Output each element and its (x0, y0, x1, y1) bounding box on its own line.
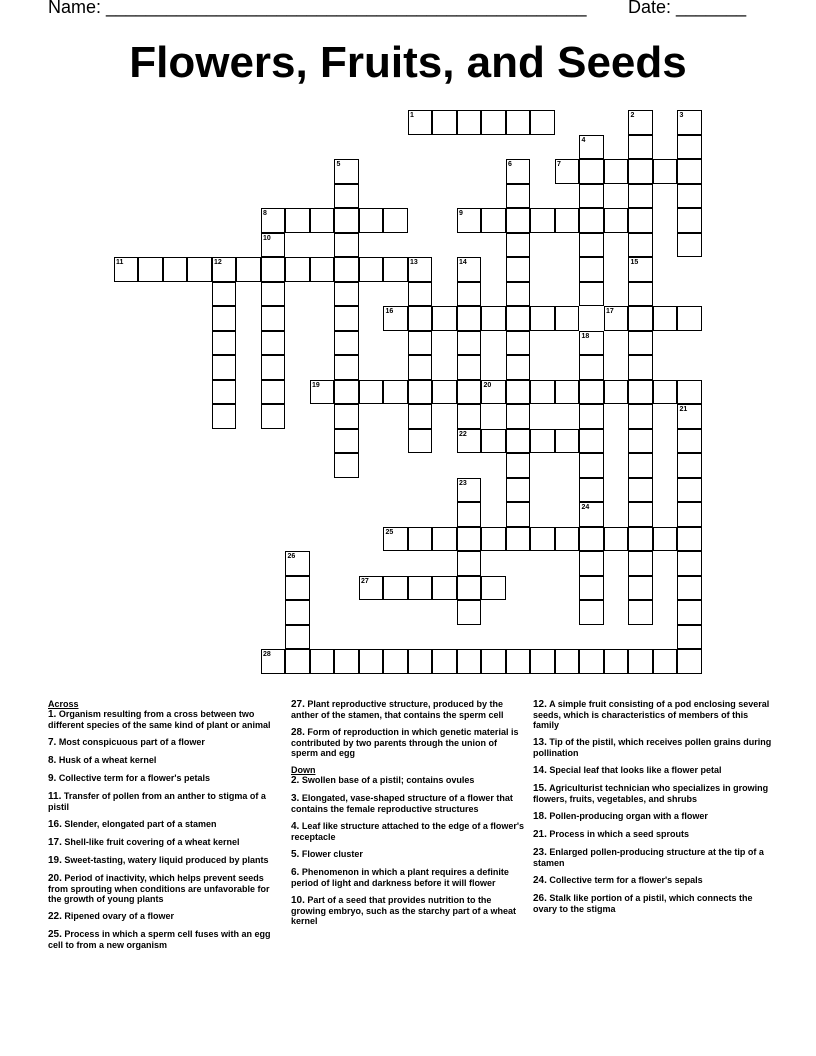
grid-cell[interactable] (359, 380, 384, 405)
grid-cell[interactable] (334, 306, 359, 331)
grid-cell[interactable] (555, 208, 580, 233)
grid-cell[interactable] (261, 380, 286, 405)
grid-cell[interactable] (334, 233, 359, 258)
grid-cell[interactable] (677, 159, 702, 184)
grid-cell[interactable] (408, 404, 433, 429)
grid-cell[interactable] (653, 649, 678, 674)
clue-number: 23 (459, 479, 467, 487)
grid-cell[interactable] (506, 208, 531, 233)
grid-cell[interactable] (653, 306, 678, 331)
clue-number: 22 (459, 430, 467, 438)
clue-down-24: 24. Collective term for a flower's sepals (533, 875, 703, 886)
clue-number: 2 (630, 112, 635, 119)
grid-cell[interactable] (261, 306, 286, 331)
clue-number: 18 (581, 332, 590, 340)
grid-cell[interactable] (677, 380, 702, 405)
grid-cell[interactable] (408, 355, 433, 380)
clue-down-23: 23. Enlarged pollen-producing structure at the tip of a stamen (533, 847, 764, 868)
grid-cell[interactable] (628, 331, 653, 356)
grid-cell[interactable] (628, 478, 653, 503)
clue-across-19: 19. Sweet-tasting, watery liquid produced by plants (48, 855, 269, 866)
grid-cell[interactable] (579, 478, 604, 503)
clue-number: 15 (630, 259, 639, 266)
grid-cell[interactable] (187, 257, 212, 282)
grid-cell[interactable] (628, 233, 653, 258)
clue-number: 1 (410, 112, 414, 119)
clue-number: 25 (385, 528, 394, 536)
clue-across-8: 8. Husk of a wheat kernel (48, 755, 157, 766)
grid-cell[interactable] (506, 453, 531, 478)
clue-across-22: 22. Ripened ovary of a flower (48, 911, 174, 922)
clue-across-9: 9. Collective term for a flower's petals (48, 773, 211, 784)
clue-number: 8 (263, 210, 267, 217)
grid-cell[interactable] (236, 257, 261, 282)
grid-cell[interactable] (383, 576, 408, 601)
grid-cell[interactable] (212, 306, 237, 331)
grid-cell[interactable] (163, 257, 188, 282)
grid-cell[interactable] (334, 355, 359, 380)
clue-number: 10 (263, 234, 271, 242)
clue-number: 26 (287, 553, 296, 560)
grid-cell[interactable] (579, 551, 604, 576)
clue-number: 28 (263, 651, 271, 658)
across-heading: Across (48, 699, 79, 709)
grid-cell[interactable] (408, 649, 433, 674)
grid-cell[interactable] (653, 527, 678, 552)
grid-cell[interactable] (481, 576, 506, 601)
clue-down-4: 4. Leaf like structure attached to the edge of a flower's receptacle (291, 821, 525, 842)
grid-cell[interactable] (383, 257, 408, 282)
clue-column-2 (291, 699, 526, 933)
clue-column-3 (533, 699, 773, 921)
clue-number: 4 (581, 136, 586, 144)
grid-cell[interactable] (506, 478, 531, 503)
grid-cell[interactable] (677, 135, 702, 160)
grid-cell[interactable] (530, 110, 555, 135)
grid-cell[interactable] (628, 502, 653, 527)
clue-down-6: 6. Phenomenon in which a plant requires a definite period of light and darkness before it will flower (291, 867, 509, 888)
grid-cell[interactable] (383, 649, 408, 674)
grid-cell[interactable] (481, 429, 506, 454)
grid-cell[interactable] (628, 355, 653, 380)
clue-down-14: 14. Special leaf that looks like a flower petal (533, 765, 722, 776)
grid-cell[interactable] (506, 355, 531, 380)
grid-cell[interactable] (677, 306, 702, 331)
grid-cell[interactable] (653, 380, 678, 405)
grid-cell[interactable] (383, 380, 408, 405)
grid-cell[interactable] (628, 380, 653, 405)
clue-across-25: 25. Process in which a sperm cell fuses with an egg cell to from a new organism (48, 929, 271, 950)
grid-cell[interactable] (530, 208, 555, 233)
grid-cell[interactable] (530, 527, 555, 552)
grid-cell[interactable] (555, 527, 580, 552)
grid-cell[interactable] (677, 625, 702, 650)
grid-cell[interactable] (677, 502, 702, 527)
grid-cell[interactable] (310, 208, 335, 233)
grid-cell[interactable] (628, 551, 653, 576)
grid-cell[interactable] (408, 306, 433, 331)
grid-cell[interactable] (457, 551, 482, 576)
grid-cell[interactable] (506, 110, 531, 135)
clue-down-26: 26. Stalk like portion of a pistil, which connects the ovary to the stigma (533, 893, 753, 914)
clue-number: 11 (116, 259, 124, 266)
grid-cell[interactable] (285, 576, 310, 601)
grid-cell[interactable] (579, 355, 604, 380)
grid-cell[interactable] (212, 282, 237, 307)
grid-cell[interactable] (310, 257, 335, 282)
down-heading: Down (291, 765, 316, 775)
grid-cell[interactable] (506, 404, 531, 429)
grid-cell[interactable] (677, 453, 702, 478)
grid-cell[interactable] (506, 429, 531, 454)
grid-cell[interactable] (138, 257, 163, 282)
grid-cell[interactable] (212, 380, 237, 405)
clue-down-10: 10. Part of a seed that provides nutrition to the growing embryo, such as the starchy part of a wheat kernel (291, 895, 517, 926)
clue-across-16: 16. Slender, elongated part of a stamen (48, 819, 217, 830)
grid-cell[interactable] (506, 282, 531, 307)
grid-cell[interactable] (506, 527, 531, 552)
grid-cell[interactable] (604, 380, 629, 405)
grid-cell[interactable] (481, 110, 506, 135)
grid-cell[interactable] (334, 184, 359, 209)
clue-down-12: 12. A simple fruit consisting of a pod enclosing several seeds, which is characteristics of members of this family (533, 699, 770, 730)
grid-cell[interactable] (334, 282, 359, 307)
grid-cell[interactable] (579, 649, 604, 674)
clue-number: 14 (459, 259, 467, 266)
grid-cell[interactable] (261, 331, 286, 356)
grid-cell[interactable] (677, 600, 702, 625)
grid-cell[interactable] (212, 404, 237, 429)
grid-cell[interactable] (506, 331, 531, 356)
grid-cell[interactable] (285, 208, 310, 233)
grid-cell[interactable] (334, 331, 359, 356)
grid-cell[interactable] (506, 380, 531, 405)
clue-across-28: 28. Form of reproduction in which genetic material is contributed by two parents through the union of sperm and egg (291, 727, 519, 758)
grid-cell[interactable] (653, 159, 678, 184)
grid-cell[interactable] (457, 502, 482, 527)
grid-cell[interactable] (506, 502, 531, 527)
grid-cell[interactable] (432, 649, 457, 674)
grid-cell[interactable] (579, 600, 604, 625)
grid-cell[interactable] (432, 306, 457, 331)
grid-cell[interactable] (432, 380, 457, 405)
grid-cell[interactable] (334, 380, 359, 405)
grid-cell[interactable] (432, 110, 457, 135)
grid-cell[interactable] (628, 159, 653, 184)
grid-cell[interactable] (285, 257, 310, 282)
grid-cell[interactable] (457, 404, 482, 429)
grid-cell[interactable] (408, 576, 433, 601)
grid-cell[interactable] (530, 429, 555, 454)
grid-cell[interactable] (579, 404, 604, 429)
grid-cell[interactable] (555, 649, 580, 674)
grid-cell[interactable] (383, 208, 408, 233)
grid-cell[interactable] (334, 649, 359, 674)
grid-cell[interactable] (628, 208, 653, 233)
grid-cell[interactable] (432, 576, 457, 601)
grid-cell[interactable] (359, 257, 384, 282)
grid-cell[interactable] (457, 600, 482, 625)
grid-cell[interactable] (506, 184, 531, 209)
grid-cell[interactable] (457, 527, 482, 552)
grid-cell[interactable] (408, 429, 433, 454)
grid-cell[interactable] (555, 429, 580, 454)
grid-cell[interactable] (310, 649, 335, 674)
grid-cell[interactable] (555, 380, 580, 405)
clue-across-17: 17. Shell-like fruit covering of a wheat kernel (48, 837, 240, 848)
grid-cell[interactable] (457, 649, 482, 674)
grid-cell[interactable] (579, 429, 604, 454)
grid-cell[interactable] (457, 576, 482, 601)
grid-cell[interactable] (628, 184, 653, 209)
grid-cell[interactable] (579, 233, 604, 258)
clue-number: 6 (508, 161, 512, 168)
grid-cell[interactable] (261, 257, 286, 282)
grid-cell[interactable] (579, 576, 604, 601)
grid-cell[interactable] (677, 184, 702, 209)
grid-cell[interactable] (628, 306, 653, 331)
grid-cell[interactable] (408, 331, 433, 356)
clue-number: 24 (581, 504, 590, 511)
grid-cell[interactable] (579, 527, 604, 552)
grid-cell[interactable] (628, 429, 653, 454)
clue-number: 3 (679, 112, 684, 119)
grid-cell[interactable] (359, 208, 384, 233)
grid-cell[interactable] (677, 233, 702, 258)
grid-cell[interactable] (628, 649, 653, 674)
grid-cell[interactable] (285, 649, 310, 674)
clue-down-3: 3. Elongated, vase-shaped structure of a flower that contains the female reproductive structures (291, 793, 513, 814)
grid-cell[interactable] (506, 306, 531, 331)
grid-cell[interactable] (334, 208, 359, 233)
clue-number: 19 (312, 381, 320, 389)
clue-across-27: 27. Plant reproductive structure, produced by the anther of the stamen, that contains the sperm cell (291, 699, 504, 720)
clue-number: 12 (214, 259, 222, 266)
name-field[interactable]: Name: ________________________________________________ (48, 0, 587, 17)
grid-cell[interactable] (677, 649, 702, 674)
grid-cell[interactable] (530, 306, 555, 331)
grid-cell[interactable] (604, 527, 629, 552)
grid-cell[interactable] (579, 453, 604, 478)
grid-cell[interactable] (481, 527, 506, 552)
grid-cell[interactable] (334, 429, 359, 454)
grid-cell[interactable] (677, 576, 702, 601)
grid-cell[interactable] (555, 306, 580, 331)
grid-cell[interactable] (677, 429, 702, 454)
clue-across-20: 20. Period of inactivity, which helps prevent seeds from sprouting when conditions are unfavorable for the growth of young plants (48, 873, 270, 904)
grid-cell[interactable] (604, 159, 629, 184)
grid-cell[interactable] (628, 527, 653, 552)
grid-cell[interactable] (530, 649, 555, 674)
grid-cell[interactable] (359, 649, 384, 674)
grid-cell[interactable] (530, 380, 555, 405)
grid-cell[interactable] (481, 649, 506, 674)
grid-cell[interactable] (628, 404, 653, 429)
grid-cell[interactable] (457, 282, 482, 307)
clue-number: 9 (459, 210, 463, 217)
grid-cell[interactable] (261, 282, 286, 307)
clue-number: 7 (557, 161, 561, 168)
grid-cell[interactable] (408, 527, 433, 552)
grid-cell[interactable] (628, 600, 653, 625)
grid-cell[interactable] (579, 208, 604, 233)
clue-down-15: 15. Agriculturist technician who specializes in growing flowers, fruits, vegetables, and shrubs (533, 783, 769, 804)
grid-cell[interactable] (506, 649, 531, 674)
grid-cell[interactable] (628, 576, 653, 601)
grid-cell[interactable] (579, 282, 604, 307)
clue-number: 27 (361, 577, 369, 585)
clue-across-11: 11. Transfer of pollen from an anther to stigma of a pistil (48, 791, 266, 812)
clue-across-1: 1. Organism resulting from a cross between two different species of the same kind of plant or animal (48, 709, 271, 730)
grid-cell[interactable] (285, 600, 310, 625)
grid-cell[interactable] (506, 257, 531, 282)
clue-number: 20 (483, 381, 492, 389)
grid-cell[interactable] (677, 527, 702, 552)
clue-down-13: 13. Tip of the pistil, which receives pollen grains during pollination (533, 737, 772, 758)
grid-cell[interactable] (579, 159, 604, 184)
grid-cell[interactable] (481, 306, 506, 331)
grid-cell[interactable] (628, 453, 653, 478)
clue-column-1 (48, 699, 283, 957)
date-field[interactable]: Date: _______ (628, 0, 747, 17)
grid-cell[interactable] (604, 208, 629, 233)
clue-down-5: 5. Flower cluster (291, 849, 363, 860)
grid-cell[interactable] (457, 380, 482, 405)
grid-cell[interactable] (334, 453, 359, 478)
grid-cell[interactable] (457, 355, 482, 380)
grid-cell[interactable] (579, 184, 604, 209)
page-title: Flowers, Fruits, and Seeds (129, 38, 687, 87)
grid-cell[interactable] (432, 527, 457, 552)
grid-cell[interactable] (677, 478, 702, 503)
clue-number: 16 (385, 308, 394, 315)
grid-cell[interactable] (334, 257, 359, 282)
clue-down-21: 21. Process in which a seed sprouts (533, 829, 689, 840)
grid-cell[interactable] (457, 110, 482, 135)
grid-cell[interactable] (481, 208, 506, 233)
clue-across-7: 7. Most conspicuous part of a flower (48, 737, 205, 748)
grid-cell[interactable] (628, 135, 653, 160)
grid-cell[interactable] (579, 257, 604, 282)
grid-cell[interactable] (604, 649, 629, 674)
clue-number: 17 (606, 308, 614, 315)
grid-cell[interactable] (457, 331, 482, 356)
grid-cell[interactable] (261, 404, 286, 429)
grid-cell[interactable] (285, 625, 310, 650)
clue-number: 21 (679, 406, 688, 413)
grid-cell[interactable] (628, 282, 653, 307)
clue-number: 5 (336, 161, 341, 168)
grid-cell[interactable] (457, 306, 482, 331)
grid-cell[interactable] (334, 404, 359, 429)
grid-cell[interactable] (677, 208, 702, 233)
grid-cell[interactable] (212, 331, 237, 356)
grid-cell[interactable] (408, 380, 433, 405)
clue-down-18: 18. Pollen-producing organ with a flower (533, 811, 708, 822)
grid-cell[interactable] (506, 233, 531, 258)
clue-number: 13 (410, 259, 418, 266)
grid-cell[interactable] (212, 355, 237, 380)
grid-cell[interactable] (408, 282, 433, 307)
grid-cell[interactable] (677, 551, 702, 576)
clue-down-2: 2. Swollen base of a pistil; contains ovules (291, 775, 475, 786)
grid-cell[interactable] (579, 380, 604, 405)
grid-cell[interactable] (261, 355, 286, 380)
